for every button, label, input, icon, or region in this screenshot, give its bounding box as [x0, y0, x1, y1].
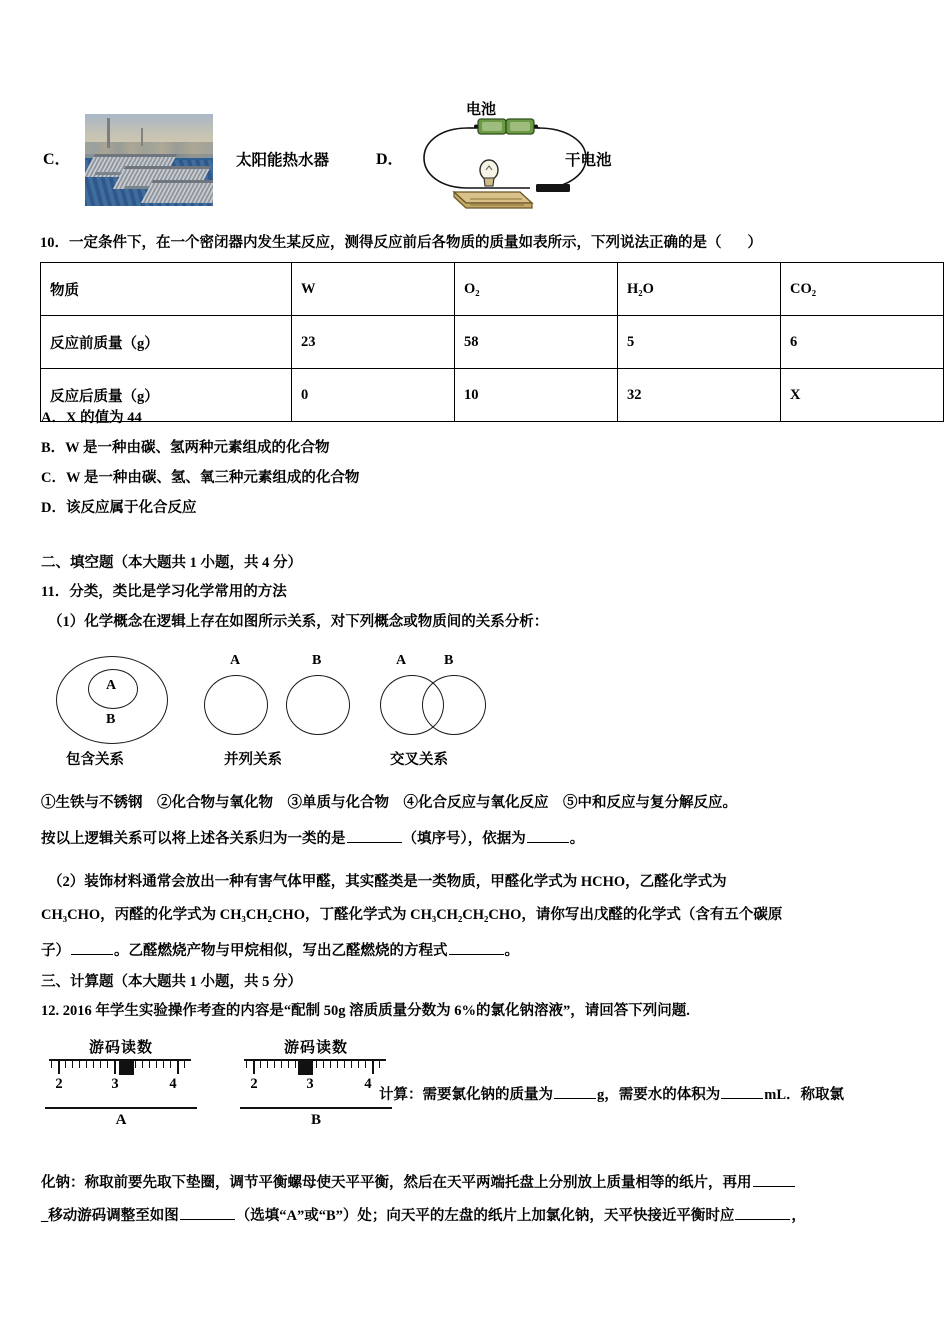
choice-b[interactable] [41, 440, 841, 457]
tail-line2-b: （选填“A”或“B”）处；向天平的左盘的纸片上加氯化钠，天平快接近平衡时应 [235, 1207, 735, 1224]
options-cd-row [40, 96, 920, 216]
relation-items-question [41, 828, 584, 848]
ruler-tick [107, 1061, 108, 1068]
ruler-tick-major [114, 1061, 116, 1074]
choice-b-text: W 是一种由碳、氢两种元素组成的化合物 [65, 439, 330, 456]
relation-items-line: ①生铁与不锈钢 ②化合物与氧化物 ③单质与化合物 ④化合反应与氧化反应 ⑤中和反应与复分解反应。 [41, 795, 737, 811]
items-question-part-c: 。 [569, 830, 585, 847]
ruler-tick [51, 1061, 52, 1068]
calc-part-c: mL．称取氯 [764, 1086, 844, 1103]
venn-caption-disjoint: 并列关系 [224, 752, 282, 768]
venn-label-a: A [230, 653, 241, 668]
table-cell: 6 [781, 316, 944, 369]
ruler-label-a: A [115, 1111, 127, 1128]
ruler-tick [351, 1061, 352, 1068]
ruler-number: 4 [169, 1076, 177, 1092]
venn-caption-overlap: 交叉关系 [390, 752, 448, 768]
ruler-number: 3 [111, 1076, 119, 1092]
ruler-tick [365, 1061, 366, 1068]
question-12-tail-line1 [41, 1172, 796, 1192]
question-12-tail-line2 [41, 1205, 806, 1225]
option-d-label: D． [376, 151, 404, 168]
choice-c[interactable] [41, 470, 841, 487]
ruler-tick-major [253, 1061, 255, 1074]
answer-blank[interactable] [527, 828, 569, 843]
table-header-cell: O₂ [455, 263, 618, 316]
question-10-text: 10．一定条件下，在一个密闭器内发生某反应，测得反应前后各物质的质量如表所示，下列说法正确的是（ [40, 235, 722, 251]
ruler-tick-major [177, 1061, 179, 1074]
question-10-choices [41, 410, 841, 530]
table-header-cell: 物质 [41, 263, 292, 316]
question-12-stem: 12. 2016 年学生实验操作考查的内容是“配制 50g 溶质质量分数为 6%的氯化钠溶液”，请回答下列问题. [41, 1003, 690, 1019]
table-header-cell: CO₂ [781, 263, 944, 316]
ruler-tick [135, 1061, 136, 1068]
part2-line3-c: 。 [504, 942, 519, 959]
items-question-part-a: 按以上逻辑关系可以将上述各关系归为一类的是 [41, 830, 346, 847]
ruler-tick [330, 1061, 331, 1068]
choice-c-mark: C． [41, 469, 66, 486]
photo-chimney-2 [141, 128, 143, 146]
ruler-scale-b [240, 1059, 392, 1105]
circle-a [204, 675, 268, 735]
table-cell: 5 [618, 316, 781, 369]
ruler-tick [267, 1061, 268, 1068]
answer-blank[interactable] [180, 1205, 235, 1220]
table-header-cell: W [292, 263, 455, 316]
ruler-underline [45, 1107, 197, 1109]
ruler-tick [156, 1061, 157, 1068]
ruler-tick [86, 1061, 87, 1068]
part2-line3-b: 。乙醛燃烧产物与甲烷相似，写出乙醛燃烧的方程式 [114, 942, 448, 959]
option-d-caption: 干电池 [565, 152, 612, 169]
ruler-number: 4 [364, 1076, 372, 1092]
ruler-number: 2 [250, 1076, 258, 1092]
question-11-stem: 11．分类，类比是学习化学常用的方法 [41, 584, 287, 600]
ruler-tick [288, 1061, 289, 1068]
answer-blank[interactable] [721, 1084, 763, 1099]
venn-label-b: B [444, 653, 454, 668]
ruler-title-b: 游码读数 [283, 1039, 348, 1056]
ruler-title-a: 游码读数 [88, 1039, 153, 1056]
mass-data-table [40, 262, 944, 422]
ruler-label-b: B [310, 1111, 321, 1128]
venn-diagram-group [40, 645, 520, 775]
solar-collector-3 [141, 180, 213, 203]
scale-diagram-a [45, 1036, 197, 1129]
ruler-tick-major [372, 1061, 374, 1074]
table-cell: 23 [292, 316, 455, 369]
table-cell: 反应前质量（g） [41, 316, 292, 369]
question-11-part2-line2: CH₃CHO，丙醛的化学式为 CH₃CH₂CHO，丁醛化学式为 CH₃CH₂CH₂CHO，请你写出戊醛的化学式（含有五个碳原 [41, 907, 783, 923]
venn-label-b: B [312, 653, 322, 668]
ruler-tick-major [58, 1061, 60, 1074]
ruler-number: 2 [55, 1076, 63, 1092]
scale-diagram-b [240, 1036, 392, 1129]
part2-line3-a: 子） [41, 942, 70, 959]
table-cell: 58 [455, 316, 618, 369]
ruler-tick [65, 1061, 66, 1068]
tail-line1-text: 化钠：称取前要先取下垫圈，调节平衡螺母使天平平衡，然后在天平两端托盘上分别放上质量相等的纸片，再用 [41, 1174, 752, 1191]
venn-label-a: A [106, 678, 117, 693]
ruler-slider-weight[interactable] [119, 1060, 134, 1075]
table-cell: 10 [455, 369, 618, 422]
ruler-tick [323, 1061, 324, 1068]
option-c-label: C． [43, 151, 71, 168]
question-12-calc-line [379, 1084, 844, 1104]
ruler-tick [344, 1061, 345, 1068]
ruler-tick [295, 1061, 296, 1068]
question-11-part2-line1: （2）装饰材料通常会放出一种有害气体甲醛，其实醛类是一类物质，甲醛化学式为 HCHO，乙醛化学式为 [48, 874, 727, 890]
table-cell: X [781, 369, 944, 422]
tail-line2-a: _移动游码调整至如图 [41, 1207, 179, 1224]
question-10-close-paren: ） [747, 235, 762, 251]
ruler-tick [79, 1061, 80, 1068]
ruler-tick [72, 1061, 73, 1068]
choice-d-mark: D． [41, 499, 66, 516]
table-cell: 0 [292, 369, 455, 422]
ruler-underline [240, 1107, 392, 1109]
table-header-cell: H₂O [618, 263, 781, 316]
question-10-stem [40, 231, 925, 252]
section-2-heading: 二、填空题（本大题共 1 小题，共 4 分） [41, 555, 302, 571]
photo-chimney [107, 118, 110, 148]
choice-d[interactable] [41, 500, 841, 517]
ruler-tick [281, 1061, 282, 1068]
ruler-tick [316, 1061, 317, 1068]
circle-b [286, 675, 350, 735]
ruler-tick [379, 1061, 380, 1068]
answer-blank[interactable] [347, 828, 402, 843]
venn-caption-containment: 包含关系 [66, 752, 124, 768]
ruler-scale-a [45, 1059, 197, 1105]
venn-label-b: B [106, 712, 116, 727]
table-row [41, 316, 944, 369]
items-question-part-b: （填序号），依据为 [402, 830, 526, 847]
ruler-tick [163, 1061, 164, 1068]
calc-part-a: 计算：需要氯化钠的质量为 [379, 1086, 553, 1103]
choice-b-mark: B． [41, 439, 66, 456]
ruler-tick [100, 1061, 101, 1068]
ruler-tick [93, 1061, 94, 1068]
option-c-caption: 太阳能热水器 [236, 152, 330, 169]
tail-line2-c: ， [791, 1207, 806, 1224]
choice-d-text: 该反应属于化合反应 [65, 499, 197, 516]
ruler-slider-weight[interactable] [298, 1060, 313, 1075]
choice-a[interactable] [41, 410, 841, 427]
ruler-tick [260, 1061, 261, 1068]
solar-water-heater-photo [85, 114, 213, 206]
choice-c-text: W 是一种由碳、氢、氧三种元素组成的化合物 [65, 469, 360, 486]
choice-a-text: X 的值为 44 [65, 410, 142, 426]
ruler-tick [337, 1061, 338, 1068]
ruler-tick [274, 1061, 275, 1068]
ruler-tick [246, 1061, 247, 1068]
ruler-tick [149, 1061, 150, 1068]
answer-blank[interactable] [554, 1084, 596, 1099]
answer-blank[interactable] [449, 940, 504, 955]
circle-b [422, 675, 486, 735]
answer-blank[interactable] [753, 1172, 795, 1187]
question-11-part2-line3 [41, 940, 519, 960]
venn-label-a: A [396, 653, 407, 668]
choice-a-mark: A． [41, 410, 66, 426]
table-header-row [41, 263, 944, 316]
ruler-tick [142, 1061, 143, 1068]
section-3-heading: 三、计算题（本大题共 1 小题，共 5 分） [41, 974, 302, 990]
calc-part-b: g，需要水的体积为 [597, 1086, 721, 1103]
ruler-tick [358, 1061, 359, 1068]
table-cell: 32 [618, 369, 781, 422]
answer-blank[interactable] [71, 940, 113, 955]
ruler-tick [184, 1061, 185, 1068]
circuit-battery-label: 电池 [466, 101, 497, 118]
ruler-tick [170, 1061, 171, 1068]
question-11-part1: （1）化学概念在逻辑上存在如图所示关系，对下列概念或物质间的关系分析： [48, 614, 549, 630]
ruler-number: 3 [306, 1076, 314, 1092]
table-cell: 反应后质量（g） [41, 369, 292, 422]
answer-blank[interactable] [735, 1205, 790, 1220]
